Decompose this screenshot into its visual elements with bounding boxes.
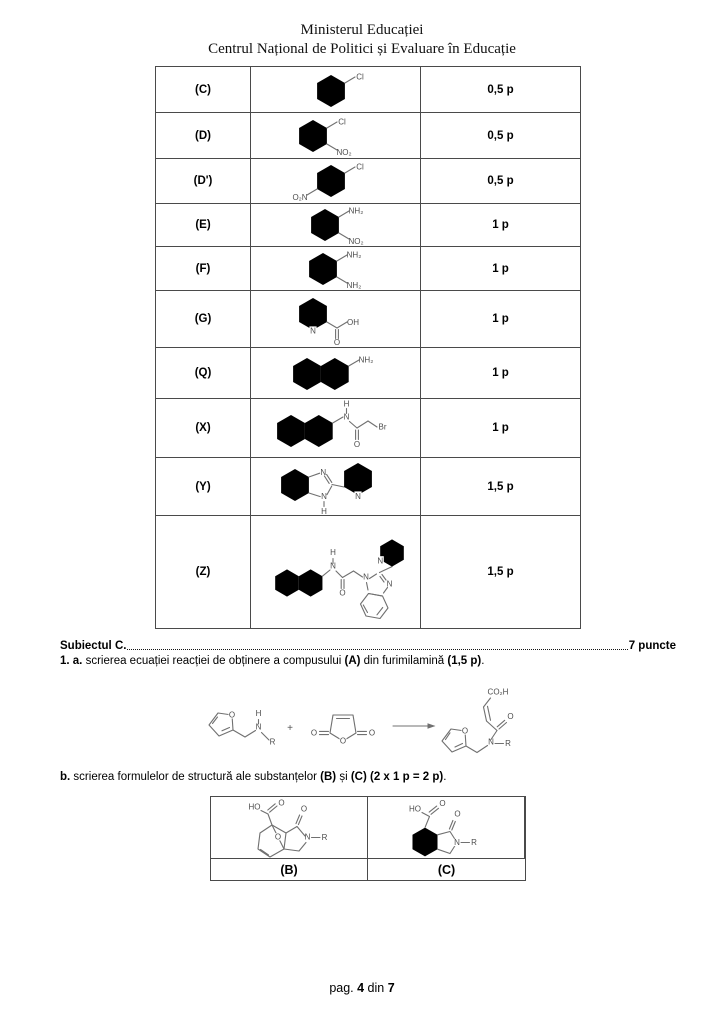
answer-label-b: (B) (211, 859, 368, 880)
atom-label: Cl (338, 117, 346, 126)
points-cell: 1 p (421, 399, 581, 458)
table-row (156, 399, 581, 458)
table-row (156, 458, 581, 516)
compound-label: (F) (156, 247, 251, 291)
atom-label: NH₂ (346, 250, 362, 259)
atom-label: O (368, 728, 376, 738)
item-1a-points: (1,5 p) (447, 655, 482, 667)
structure-phenylenediamine-drawing (251, 248, 420, 290)
table-row (156, 67, 581, 113)
atom-label: N (255, 722, 262, 732)
atom-label: N (304, 832, 310, 841)
atom-label: NO₂ (336, 147, 352, 157)
reaction-scheme (183, 673, 563, 773)
atom-label: O (438, 798, 446, 808)
structure-c-drawing (369, 798, 524, 858)
atom-label: N (343, 412, 350, 421)
atom-label: O (310, 728, 318, 738)
plus-sign: + (287, 723, 293, 734)
atom-label: O (453, 809, 461, 818)
points-cell: 1,5 p (421, 516, 581, 629)
structure-cell (251, 159, 421, 204)
item-1a-number: 1. a. (60, 655, 83, 667)
structure-cell (251, 399, 421, 458)
points-cell: 0,5 p (421, 113, 581, 159)
atom-label: NH₂ (348, 206, 364, 215)
points-cell: 0,5 p (421, 67, 581, 113)
points-cell: 1 p (421, 204, 581, 247)
atom-label: N (386, 579, 393, 588)
atom-label: O (339, 588, 346, 597)
page-total: 7 (387, 981, 395, 995)
compound-label: (Y) (156, 458, 251, 516)
item-1b-points: (2 x 1 p = 2 p) (370, 771, 444, 783)
atom-label: OH (347, 317, 359, 327)
compound-b-ref: (B) (320, 771, 337, 783)
compound-label: (D) (156, 113, 251, 159)
atom-label: O (300, 804, 307, 813)
atom-label: R (505, 739, 511, 748)
structure-cell (251, 348, 421, 399)
atom-label: O (339, 736, 347, 746)
item-1b-text: b. scrierea formulelor de structură ale substanțelor (B) și (C) (2 x 1 p = 2 p). (60, 771, 447, 783)
atom-label: N (377, 555, 384, 565)
table-row (156, 113, 581, 159)
structure-cell (251, 67, 421, 113)
subiectul-c-heading (60, 640, 676, 652)
reactant-maleic-anhydride (311, 715, 375, 746)
atom-label: O (228, 710, 236, 720)
answers-table (210, 796, 526, 881)
compound-label: (Z) (156, 516, 251, 629)
atom-label: N (363, 572, 369, 581)
atom-label: O (507, 712, 514, 721)
atom-label: R (269, 737, 276, 747)
atom-label: N (310, 326, 316, 335)
atom-label: H (321, 506, 327, 515)
dotted-leader (127, 640, 627, 650)
atom-label: O (461, 726, 469, 736)
reactant-furfurylamine (209, 709, 276, 747)
structure-cell (251, 516, 421, 629)
points-cell: 1,5 p (421, 458, 581, 516)
atom-label: N (320, 467, 327, 477)
section-title: Subiectul C. (60, 640, 127, 652)
structure-cell (251, 291, 421, 348)
atom-label: HO (408, 804, 421, 813)
points-cell: 1 p (421, 247, 581, 291)
page-number: 4 (357, 981, 365, 995)
atom-label: Cl (356, 162, 364, 171)
ministry-line: Ministerul Educației (300, 22, 424, 38)
compound-c-ref: (C) (350, 771, 367, 783)
structure-naphthylamine-drawing (251, 349, 420, 398)
structure-pyridyl-benzimidazole-drawing (251, 459, 420, 515)
points-cell: 0,5 p (421, 159, 581, 204)
compound-label: (G) (156, 291, 251, 348)
atom-label: O₂N (292, 192, 308, 202)
atom-label: H (255, 709, 262, 718)
structure-cell (251, 204, 421, 247)
structure-compound-z-drawing (251, 517, 420, 628)
item-1a-text: 1. a. scrierea ecuației reacției de obținere a compusului (A) din furimilamină (1,5 p). (60, 655, 485, 667)
atom-label: Br (378, 422, 387, 431)
structure-chlorobenzene-drawing (251, 68, 420, 112)
atom-label: O (274, 832, 281, 841)
atom-label: NO₂ (348, 236, 364, 246)
atom-label: H (343, 399, 350, 408)
compound-label: (X) (156, 399, 251, 458)
structure-cell (251, 458, 421, 516)
atom-label: O (277, 798, 285, 807)
center-line: Centrul Național de Politici și Evaluare în Educație (208, 40, 516, 57)
compound-label: (C) (156, 67, 251, 113)
atom-label: O (353, 439, 361, 449)
atom-label: O (333, 337, 341, 347)
atom-label: R (321, 832, 327, 842)
page-footer: pag. 4 din 7 (329, 981, 395, 995)
atom-label: NH₂ (358, 355, 374, 364)
reaction-arrow (393, 723, 436, 729)
table-row (156, 516, 581, 629)
table-row (156, 247, 581, 291)
compound-label: (E) (156, 204, 251, 247)
compounds-table (155, 66, 581, 629)
atom-label: NH₂ (346, 280, 362, 290)
table-row (156, 159, 581, 204)
item-1b-number: b. (60, 771, 71, 783)
table-row (156, 204, 581, 247)
atom-label: N (488, 737, 494, 747)
structure-nitroaniline-drawing (251, 205, 420, 246)
structure-c-cell (368, 797, 525, 859)
structure-chloronitrobenzene-para-drawing (251, 160, 420, 203)
atom-label: H (330, 547, 336, 557)
atom-label: Cl (356, 72, 364, 81)
structure-cell (251, 113, 421, 159)
document-header (0, 21, 724, 59)
structure-chloronitrobenzene-ortho-drawing (251, 114, 420, 158)
atom-label: N (453, 837, 460, 847)
atom-label: N (355, 491, 361, 501)
compound-label: (Q) (156, 348, 251, 399)
points-cell: 1 p (421, 291, 581, 348)
section-points-total: 7 puncte (628, 640, 676, 652)
structure-b-drawing (212, 798, 367, 858)
table-row (156, 348, 581, 399)
structure-cell (251, 247, 421, 291)
atom-label: N (321, 491, 327, 501)
structure-b-cell (211, 797, 368, 859)
structure-bromoacetamide-naphthyl-drawing (251, 400, 420, 457)
structure-picolinic-acid-drawing (251, 292, 420, 347)
table-row (156, 291, 581, 348)
atom-label: CO₂H (487, 687, 509, 697)
compound-label: (D') (156, 159, 251, 204)
compound-a-ref: (A) (344, 655, 361, 667)
atom-label: R (470, 837, 477, 847)
answer-label-c: (C) (437, 862, 456, 877)
points-cell: 1 p (421, 348, 581, 399)
atom-label: N (330, 561, 336, 570)
product-structure (442, 688, 514, 753)
atom-label: HO (248, 802, 260, 811)
